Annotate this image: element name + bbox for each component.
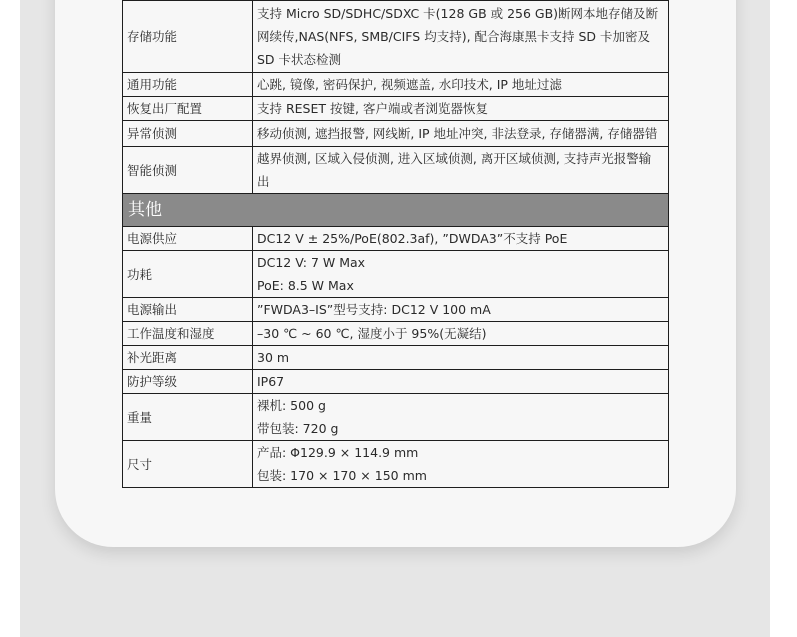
spec-value-line: 出 xyxy=(257,174,270,189)
spec-value: DC12 V ± 25%/PoE(802.3af), ”DWDA3”不支持 PoE xyxy=(253,227,669,251)
spec-row-abnormal xyxy=(123,121,669,147)
spec-value-line: SD 卡状态检测 xyxy=(257,52,342,67)
section-title: 其他 xyxy=(123,194,669,227)
spec-label: 防护等级 xyxy=(123,370,253,394)
spec-label: 工作温度和湿度 xyxy=(123,322,253,346)
spec-row-reset xyxy=(123,97,669,121)
spec-row-storage xyxy=(123,1,669,73)
spec-row-smart xyxy=(123,147,669,194)
spec-label: 电源输出 xyxy=(123,298,253,322)
spec-value-line: 裸机: 500 g xyxy=(257,398,326,413)
spec-value-line: DC12 V: 7 W Max xyxy=(257,255,366,270)
spec-value-line: 网续传,NAS(NFS, SMB/CIFS 均支持), 配合海康黑卡支持 SD 卡加密及 xyxy=(257,29,651,44)
spec-value-line: 越界侦测, 区域入侵侦测, 进入区域侦测, 离开区域侦测, 支持声光报警输 xyxy=(257,151,652,166)
spec-label: 功耗 xyxy=(123,251,253,298)
spec-table xyxy=(122,0,669,488)
spec-label: 通用功能 xyxy=(123,73,253,97)
spec-label: 异常侦测 xyxy=(123,121,253,147)
spec-value xyxy=(253,147,669,194)
spec-label: 重量 xyxy=(123,394,253,441)
spec-value-line: 包装: 170 × 170 × 150 mm xyxy=(257,468,427,483)
spec-value-line: PoE: 8.5 W Max xyxy=(257,278,354,293)
spec-value-line: 带包装: 720 g xyxy=(257,421,339,436)
spec-row-weight xyxy=(123,394,669,441)
spec-value xyxy=(253,1,669,73)
spec-value xyxy=(253,251,669,298)
spec-value: ”FWDA3–IS”型号支持: DC12 V 100 mA xyxy=(253,298,669,322)
spec-label: 电源供应 xyxy=(123,227,253,251)
section-header-other xyxy=(123,194,669,227)
spec-row-power-supply xyxy=(123,227,669,251)
spec-row-power-output xyxy=(123,298,669,322)
spec-value: 心跳, 镜像, 密码保护, 视频遮盖, 水印技术, IP 地址过滤 xyxy=(253,73,669,97)
spec-value: 移动侦测, 遮挡报警, 网线断, IP 地址冲突, 非法登录, 存储器满, 存储器错 xyxy=(253,121,669,147)
spec-value: –30 ℃ ~ 60 ℃, 湿度小于 95%(无凝结) xyxy=(253,322,669,346)
spec-label: 尺寸 xyxy=(123,441,253,488)
spec-value xyxy=(253,441,669,488)
spec-value-line: 产品: Φ129.9 × 114.9 mm xyxy=(257,445,419,460)
spec-label: 存储功能 xyxy=(123,1,253,73)
spec-row-general xyxy=(123,73,669,97)
spec-row-protection xyxy=(123,370,669,394)
spec-label: 补光距离 xyxy=(123,346,253,370)
spec-value: 30 m xyxy=(253,346,669,370)
spec-row-power-consumption xyxy=(123,251,669,298)
spec-row-dimensions xyxy=(123,441,669,488)
spec-value: IP67 xyxy=(253,370,669,394)
spec-value-line: 支持 Micro SD/SDHC/SDXC 卡(128 GB 或 256 GB)断网本地存储及断 xyxy=(257,6,659,21)
spec-value: 支持 RESET 按键, 客户端或者浏览器恢复 xyxy=(253,97,669,121)
spec-row-ir-distance xyxy=(123,346,669,370)
spec-label: 智能侦测 xyxy=(123,147,253,194)
spec-row-temp-humidity xyxy=(123,322,669,346)
spec-value xyxy=(253,394,669,441)
spec-label: 恢复出厂配置 xyxy=(123,97,253,121)
